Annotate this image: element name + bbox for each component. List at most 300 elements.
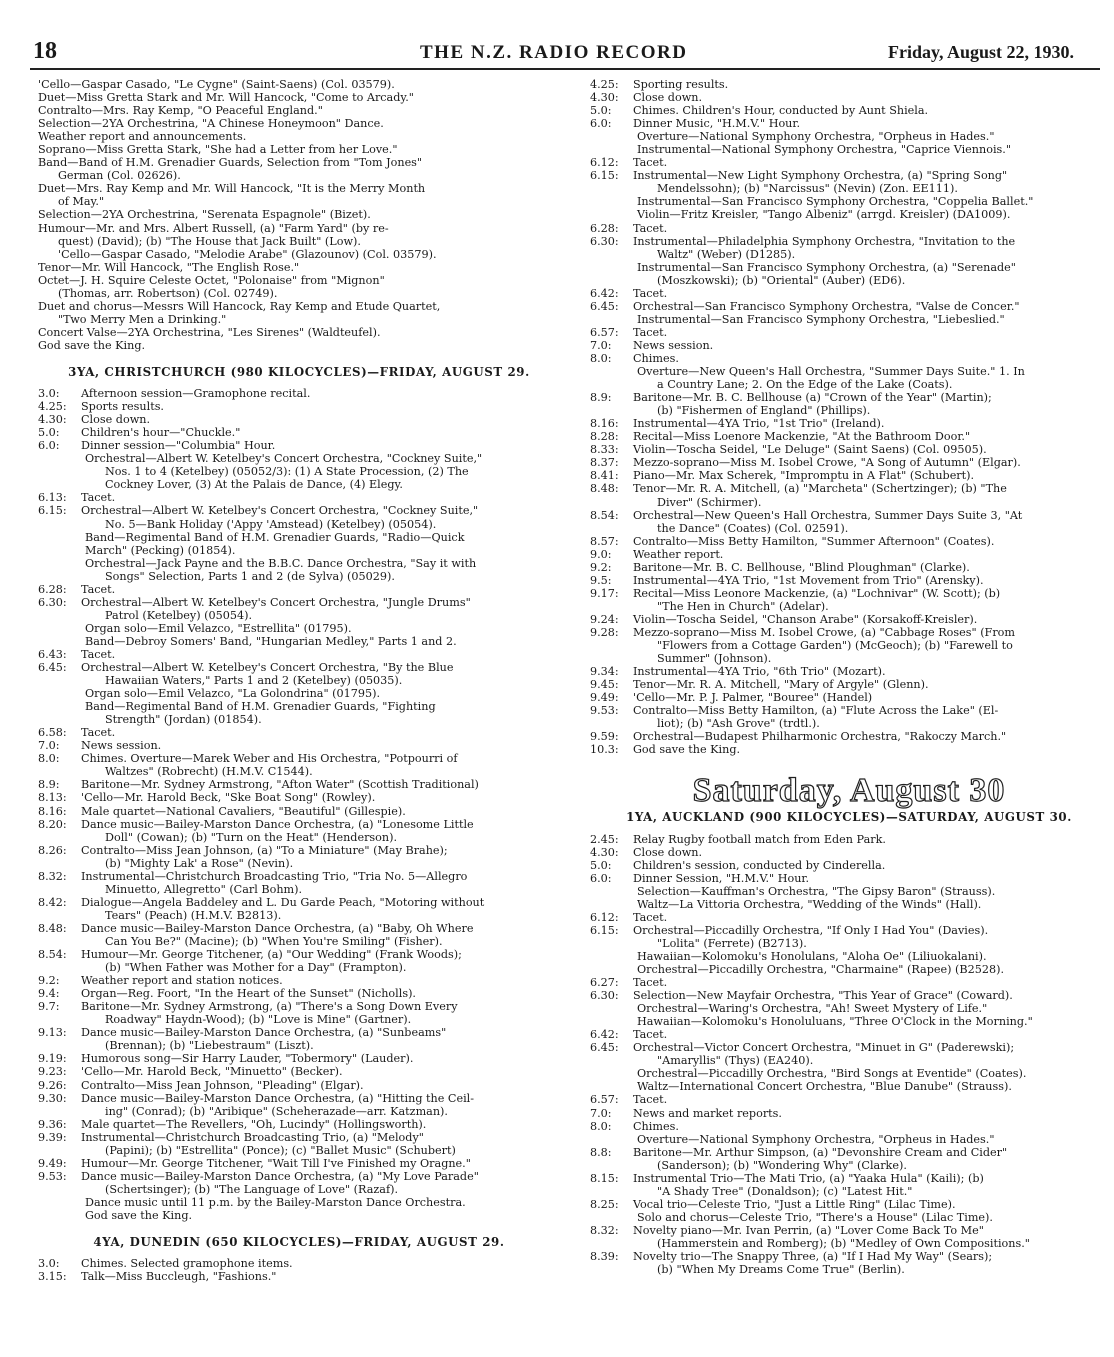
entry-text: (b) "Fishermen of England" (Phillips). xyxy=(657,404,871,418)
time-label: 8.33: xyxy=(590,443,619,457)
program-entry-continued xyxy=(590,898,1108,911)
issue-date: Friday, August 22, 1930. xyxy=(888,42,1075,62)
entry-text: Orchestral—New Queen's Hall Orchestra, Summer Days Suite 3, "At xyxy=(633,508,1023,522)
entry-text: 'Cello—Mr. Harold Beck, "Ske Boat Song" (Rowley). xyxy=(81,791,376,805)
entry-text: Contralto—Miss Jean Johnson, (a) "To a Miniature" (May Brahe); xyxy=(81,843,448,857)
program-entry xyxy=(590,78,1108,91)
time-label: 9.7: xyxy=(38,1000,60,1014)
program-line: God save the King. xyxy=(38,338,146,352)
entry-text: Weather report. xyxy=(633,547,724,561)
program-line: 'Cello—Gaspar Casado, "Melodie Arabe" (Glazounov) (Col. 03579). xyxy=(58,247,437,261)
program-entry-continued xyxy=(38,1196,560,1209)
program-entry xyxy=(38,1026,560,1039)
entry-text: Violin—Toscha Seidel, "Chanson Arabe" (Korsakoff-Kreisler). xyxy=(633,612,978,626)
entry-text: Dance music—Bailey-Marston Dance Orchestra, (a) "Lonesome Little xyxy=(81,817,474,831)
4ya-continued-program xyxy=(590,78,1108,756)
entry-text: Tacet. xyxy=(633,910,668,924)
program-entry-continued xyxy=(590,1133,1108,1146)
program-entry xyxy=(38,1170,560,1183)
program-line: Selection—2YA Orchestrina, "Serenata Espagnole" (Bizet). xyxy=(38,208,371,222)
program-entry-continued xyxy=(590,717,1108,730)
entry-text: Children's session, conducted by Cinderella. xyxy=(633,858,886,872)
program-entry xyxy=(38,583,560,596)
time-label: 9.0: xyxy=(590,547,612,561)
program-entry-continued xyxy=(590,195,1108,208)
entry-text: Contralto—Miss Jean Johnson, "Pleading" (Elgar). xyxy=(81,1078,364,1092)
time-label: 9.34: xyxy=(590,665,619,679)
program-entry-continued xyxy=(38,1013,560,1026)
program-entry xyxy=(590,1028,1108,1041)
entry-text: Male quartet—National Cavaliers, "Beautiful" (Gillespie). xyxy=(81,804,406,818)
entry-text: Chimes. Children's Hour, conducted by Aunt Shiela. xyxy=(633,104,929,118)
program-entry-continued xyxy=(38,452,560,465)
entry-text: Can You Be?" (Macine); (b) "When You're Smiling" (Fisher). xyxy=(105,935,443,948)
time-label: 6.45: xyxy=(590,1041,619,1055)
time-label: 8.0: xyxy=(38,752,60,766)
entry-text: Mendelssohn); (b) "Narcissus" (Nevin) (Zon. EE111). xyxy=(657,182,958,196)
entry-text: Recital—Miss Loenore Mackenzie, "At the Bathroom Door." xyxy=(633,430,971,444)
program-entry xyxy=(590,976,1108,989)
entry-text: Mezzo-soprano—Miss M. Isobel Crowe, "A Song of Autumn" (Elgar). xyxy=(633,456,1021,470)
program-entry-continued xyxy=(590,1015,1108,1028)
time-label: 8.16: xyxy=(590,417,619,431)
entry-text: Orchestral—Albert W. Ketelbey's Concert Orchestra, "Cockney Suite," xyxy=(85,452,483,466)
entry-text: Hawaiian Waters," Parts 1 and 2 (Ketelbey) (05035). xyxy=(105,674,403,688)
entry-text: Instrumental—National Symphony Orchestra, "Caprice Viennois." xyxy=(637,143,1011,157)
program-entry-continued xyxy=(590,885,1108,898)
entry-text: Male quartet—The Revellers, "Oh, Lucindy" (Hollingsworth). xyxy=(81,1117,427,1131)
time-label: 9.23: xyxy=(38,1065,67,1079)
program-entry xyxy=(590,300,1108,313)
time-label: 9.2: xyxy=(38,974,60,988)
time-label: 9.59: xyxy=(590,730,619,744)
entry-text: Close down. xyxy=(633,845,703,859)
entry-text: "Lolita" (Ferrete) (B2713). xyxy=(657,936,807,950)
entry-text: Dance music—Bailey-Marston Dance Orchestra, (a) "Sunbeams" xyxy=(81,1026,447,1040)
time-label: 6.15: xyxy=(38,504,67,518)
program-entry-continued xyxy=(38,700,560,713)
entry-text: Baritone—Mr. Arthur Simpson, (a) "Devonshire Cream and Cider" xyxy=(633,1145,1008,1159)
entry-text: (Schertsinger); (b) "The Language of Love" (Razaf). xyxy=(105,1182,399,1196)
time-label: 5.0: xyxy=(590,104,612,118)
program-entry xyxy=(590,911,1108,924)
time-label: 6.28: xyxy=(590,221,619,235)
station-heading-3ya: 3YA, CHRISTCHURCH (980 KILOCYCLES)—FRIDAY, AUGUST 29. xyxy=(68,364,530,379)
entry-text: Children's hour—"Chuckle." xyxy=(81,426,241,440)
program-entry xyxy=(590,443,1108,456)
entry-text: Dinner session—"Columbia" Hour. xyxy=(81,439,276,453)
program-entry xyxy=(38,1270,560,1283)
entry-text: Tenor—Mr. R. A. Mitchell, "Mary of Argyle" (Glenn). xyxy=(633,678,929,692)
program-entry-continued xyxy=(590,404,1108,417)
program-entry-continued xyxy=(38,609,560,622)
right-column xyxy=(590,78,1108,1276)
program-entry xyxy=(590,730,1108,743)
time-label: 8.48: xyxy=(38,921,67,935)
program-entry-continued xyxy=(38,857,560,870)
entry-text: (b) "When My Dreams Come True" (Berlin). xyxy=(657,1263,905,1277)
time-label: 7.0: xyxy=(590,338,612,352)
time-label: 8.9: xyxy=(590,391,612,405)
entry-text: Waltzes" (Robrecht) (H.M.V. C1544). xyxy=(105,765,313,779)
program-entry-continued xyxy=(38,622,560,635)
entry-text: Dinner Session, "H.M.V." Hour. xyxy=(633,871,810,885)
program-entry xyxy=(38,844,560,857)
time-label: 6.30: xyxy=(590,234,619,248)
program-entry xyxy=(590,222,1108,235)
time-label: 6.0: xyxy=(38,439,60,453)
time-label: 8.57: xyxy=(590,534,619,548)
entry-text: Overture—National Symphony Orchestra, "Orpheus in Hades." xyxy=(637,130,995,144)
program-line: 'Cello—Gaspar Casado, "Le Cygne" (Saint-Saens) (Col. 03579). xyxy=(38,78,395,91)
entry-text: News session. xyxy=(633,338,714,352)
entry-text: "Flowers from a Cottage Garden") (McGeoch); (b) "Farewell to xyxy=(657,639,1013,653)
time-label: 9.5: xyxy=(590,573,612,587)
program-entry xyxy=(38,778,560,791)
entry-text: Contralto—Miss Betty Hamilton, (a) "Flute Across the Lake" (El- xyxy=(633,704,999,718)
program-entry xyxy=(38,922,560,935)
entry-text: "A Shady Tree" (Donaldson); (c) "Latest Hit." xyxy=(657,1184,913,1198)
program-entry-continued xyxy=(38,1209,560,1222)
time-label: 8.54: xyxy=(590,508,619,522)
entry-text: Instrumental Trio—The Mati Trio, (a) "Yaaka Hula" (Kaili); (b) xyxy=(633,1171,984,1185)
program-entry-continued xyxy=(590,378,1108,391)
program-line: "Two Merry Men a Drinking." xyxy=(58,312,227,326)
time-label: 4.25: xyxy=(590,78,619,91)
entry-text: No. 5—Bank Holiday ('Appy 'Amstead) (Ketelbey) (05054). xyxy=(105,517,437,531)
program-entry-continued xyxy=(590,1067,1108,1080)
entry-text: Overture—New Queen's Hall Orchestra, "Summer Days Suite." 1. In xyxy=(637,365,1025,379)
program-line: of May." xyxy=(58,195,105,209)
entry-text: Tacet. xyxy=(633,221,668,235)
time-label: 6.12: xyxy=(590,910,619,924)
entry-text: Songs" Selection, Parts 1 and 2 (de Sylva) (05029). xyxy=(105,569,395,583)
entry-text: Dinner Music, "H.M.V." Hour. xyxy=(633,117,801,131)
entry-text: Organ solo—Emil Velazco, "La Golondrina" (01795). xyxy=(85,687,381,701)
program-entry xyxy=(590,482,1108,495)
program-entry-continued xyxy=(590,1054,1108,1067)
entry-text: (b) "Mighty Lak' a Rose" (Nevin). xyxy=(105,856,294,870)
time-label: 8.32: xyxy=(38,869,67,883)
entry-text: Instrumental—4YA Trio, "1st Trio" (Ireland). xyxy=(633,417,885,431)
program-entry-continued xyxy=(590,208,1108,221)
entry-text: Orchestral—Piccadilly Orchestra, "If Only I Had You" (Davies). xyxy=(633,923,989,937)
program-entry xyxy=(590,574,1108,587)
program-entry xyxy=(38,491,560,504)
entry-text: Tacet. xyxy=(633,286,668,300)
program-entry xyxy=(38,648,560,661)
entry-text: Orchestral—Piccadilly Orchestra, "Bird Songs at Eventide" (Coates). xyxy=(637,1067,1027,1081)
program-entry xyxy=(590,417,1108,430)
program-entry xyxy=(590,469,1108,482)
page-header xyxy=(0,0,1114,70)
time-label: 8.32: xyxy=(590,1223,619,1237)
entry-text: Instrumental—Christchurch Broadcasting Trio, (a) "Melody" xyxy=(81,1130,424,1144)
program-entry-continued xyxy=(590,1002,1108,1015)
program-entry xyxy=(590,846,1108,859)
entry-text: Doll" (Cowan); (b) "Turn on the Heat" (Henderson). xyxy=(105,830,398,844)
entry-text: 'Cello—Mr. P. J. Palmer, "Bouree" (Handel) xyxy=(633,691,873,705)
program-entry xyxy=(590,704,1108,717)
program-entry xyxy=(590,743,1108,756)
entry-text: Piano—Mr. Max Scherek, "Impromptu in A Flat" (Schubert). xyxy=(633,469,975,483)
program-entry xyxy=(38,1118,560,1131)
3ya-program xyxy=(38,387,560,1222)
program-entry xyxy=(38,1131,560,1144)
entry-text: Organ—Reg. Foort, "In the Heart of the Sunset" (Nicholls). xyxy=(81,987,416,1001)
entry-text: Close down. xyxy=(633,91,703,105)
entry-text: Patrol (Ketelbey) (05054). xyxy=(105,608,253,622)
program-entry-continued xyxy=(590,274,1108,287)
entry-text: Band—Regimental Band of H.M. Grenadier Guards, "Fighting xyxy=(85,700,436,714)
time-label: 9.39: xyxy=(38,1130,67,1144)
entry-text: March" (Pecking) (01854). xyxy=(85,543,236,557)
publication-title: THE N.Z. RADIO RECORD xyxy=(420,42,688,63)
entry-text: Relay Rugby football match from Eden Park. xyxy=(633,832,886,846)
program-entry xyxy=(590,859,1108,872)
program-entry xyxy=(38,661,560,674)
program-entry-continued xyxy=(590,963,1108,976)
entry-text: Humour—Mr. George Titchener, (a) "Our Wedding" (Frank Woods); xyxy=(81,948,462,962)
time-label: 8.13: xyxy=(38,791,67,805)
entry-text: (b) "When Father was Mother for a Day" (Frampton). xyxy=(105,961,407,975)
time-label: 8.48: xyxy=(590,482,619,496)
time-label: 9.13: xyxy=(38,1026,67,1040)
entry-text: 'Cello—Mr. Harold Beck, "Minuetto" (Becker). xyxy=(81,1065,343,1079)
time-label: 5.0: xyxy=(38,426,60,440)
program-entry-continued xyxy=(38,570,560,583)
program-entry xyxy=(590,989,1108,1002)
program-entry xyxy=(590,235,1108,248)
program-entry-continued xyxy=(38,544,560,557)
program-line: Contralto—Mrs. Ray Kemp, "O Peaceful England." xyxy=(38,104,323,118)
program-entry-continued xyxy=(590,1237,1108,1250)
entry-text: Organ solo—Emil Velazco, "Estrellita" (01795). xyxy=(85,621,352,635)
entry-text: Weather report and station notices. xyxy=(81,974,283,988)
program-entry-continued xyxy=(38,635,560,648)
entry-text: a Country Lane; 2. On the Edge of the Lake (Coats). xyxy=(657,378,953,392)
time-label: 8.8: xyxy=(590,1145,612,1159)
entry-text: Baritone—Mr. Sydney Armstrong, "Afton Water" (Scottish Traditional) xyxy=(81,778,479,792)
program-entry xyxy=(590,326,1108,339)
entry-text: Summer" (Johnson). xyxy=(657,652,772,666)
entry-text: Chimes. xyxy=(633,351,679,365)
program-entry xyxy=(590,156,1108,169)
entry-text: Hawaiian—Kolomoku's Honoluluans, "Three O'Clock in the Morning." xyxy=(637,1015,1033,1029)
time-label: 8.0: xyxy=(590,1119,612,1133)
program-entry-continued xyxy=(590,1263,1108,1276)
page-number: 18 xyxy=(33,38,57,64)
time-label: 8.20: xyxy=(38,817,67,831)
time-label: 3.15: xyxy=(38,1270,67,1284)
program-entry xyxy=(590,587,1108,600)
program-entry xyxy=(590,1041,1108,1054)
entry-text: (Brennan); (b) "Liebestraum" (Liszt). xyxy=(105,1039,314,1053)
program-entry xyxy=(590,287,1108,300)
1ya-program xyxy=(590,833,1108,1277)
2ya-continued-program xyxy=(38,78,560,352)
entry-text: News session. xyxy=(81,739,162,753)
entry-text: Sporting results. xyxy=(633,78,729,91)
program-entry-continued xyxy=(38,935,560,948)
program-entry xyxy=(590,339,1108,352)
time-label: 9.2: xyxy=(590,560,612,574)
program-entry-continued xyxy=(590,143,1108,156)
entry-text: Violin—Toscha Seidel, "Le Deluge" (Saint Saens) (Col. 09505). xyxy=(633,443,987,457)
program-entry xyxy=(38,818,560,831)
time-label: 9.17: xyxy=(590,586,619,600)
program-entry xyxy=(590,91,1108,104)
program-entry-continued xyxy=(590,1211,1108,1224)
time-label: 4.30: xyxy=(590,91,619,105)
program-entry xyxy=(38,726,560,739)
entry-text: Baritone—Mr. Sydney Armstrong, (a) "There's a Song Down Every xyxy=(81,1000,458,1014)
program-entry xyxy=(590,678,1108,691)
program-entry xyxy=(590,535,1108,548)
program-entry-continued xyxy=(38,765,560,778)
4ya-program xyxy=(38,1257,560,1283)
program-line: Concert Valse—2YA Orchestrina, "Les Sirenes" (Waldteufel). xyxy=(38,325,381,339)
time-label: 6.45: xyxy=(38,661,67,675)
time-label: 3.0: xyxy=(38,1257,60,1271)
entry-text: Tacet. xyxy=(81,582,116,596)
entry-text: Orchestral—San Francisco Symphony Orchestra, "Valse de Concer." xyxy=(633,299,1020,313)
time-label: 9.36: xyxy=(38,1117,67,1131)
entry-text: Orchestral—Piccadilly Orchestra, "Charmaine" (Rapee) (B2528). xyxy=(637,963,1005,976)
entry-text: Orchestral—Budapest Philharmonic Orchestra, "Rakoczy March." xyxy=(633,730,1007,744)
time-label: 9.19: xyxy=(38,1052,67,1066)
program-line: Duet and chorus—Messrs Will Hancock, Ray Kemp and Etude Quartet, xyxy=(38,299,441,313)
time-label: 9.24: xyxy=(590,612,619,626)
time-label: 9.53: xyxy=(590,704,619,718)
program-entry-continued xyxy=(38,478,560,491)
program-entry xyxy=(590,613,1108,626)
entry-text: Selection—Kauffman's Orchestra, "The Gipsy Baron" (Strauss). xyxy=(637,884,996,898)
program-entry xyxy=(38,439,560,452)
entry-text: Waltz—La Vittoria Orchestra, "Wedding of the Winds" (Hall). xyxy=(637,897,982,911)
entry-text: God save the King. xyxy=(85,1208,193,1222)
entry-text: Humour—Mr. George Titchener, "Wait Till I've Finished my Oragne." xyxy=(81,1156,471,1170)
program-entry xyxy=(590,456,1108,469)
day-heading: Saturday, August 30 xyxy=(692,772,1006,810)
program-entry xyxy=(590,117,1108,130)
program-entry xyxy=(38,426,560,439)
program-line: Band—Band of H.M. Grenadier Guards, Selection from "Tom Jones" xyxy=(38,156,423,170)
program-entry xyxy=(590,1093,1108,1106)
entry-text: Talk—Miss Buccleugh, "Fashions." xyxy=(81,1270,277,1284)
time-label: 6.28: xyxy=(38,582,67,596)
program-entry-continued xyxy=(590,1159,1108,1172)
entry-text: Tacet. xyxy=(633,976,668,990)
program-entry-continued xyxy=(590,130,1108,143)
program-entry-continued xyxy=(590,937,1108,950)
time-label: 6.0: xyxy=(590,871,612,885)
entry-text: Strength" (Jordan) (01854). xyxy=(105,713,262,727)
program-entry-continued xyxy=(38,687,560,700)
program-entry xyxy=(38,1257,560,1270)
entry-text: Dance music—Bailey-Marston Dance Orchestra, (a) "Baby, Oh Where xyxy=(81,921,474,935)
entry-text: (Papini); (b) "Estrellita" (Ponce); (c) "Ballet Music" (Schubert) xyxy=(105,1143,456,1157)
program-entry xyxy=(38,1000,560,1013)
entry-text: Nos. 1 to 4 (Ketelbey) (05052/3): (1) A State Procession, (2) The xyxy=(105,465,469,479)
program-entry xyxy=(38,400,560,413)
entry-text: Cockney Lover, (3) At the Palais de Dance, (4) Elegy. xyxy=(105,478,403,492)
entry-text: Orchestral—Albert W. Ketelbey's Concert Orchestra, "By the Blue xyxy=(81,661,454,675)
entry-text: Orchestral—Jack Payne and the B.B.C. Dance Orchestra, "Say it with xyxy=(85,556,477,570)
entry-text: Instrumental—4YA Trio, "6th Trio" (Mozart). xyxy=(633,665,886,679)
entry-text: Tacet. xyxy=(633,156,668,170)
time-label: 6.43: xyxy=(38,647,67,661)
time-label: 6.30: xyxy=(38,595,67,609)
entry-text: Tacet. xyxy=(81,647,116,661)
program-entry xyxy=(590,1224,1108,1237)
entry-text: Minuetto, Allegretto" (Carl Bohm). xyxy=(105,882,303,896)
entry-text: Roadway" Haydn-Wood); (b) "Love is Mine" (Gartner). xyxy=(105,1013,412,1027)
time-label: 8.39: xyxy=(590,1250,619,1264)
program-entry xyxy=(590,833,1108,846)
entry-text: Violin—Fritz Kreisler, "Tango Albeniz" (arrgd. Kreisler) (DA1009). xyxy=(637,208,1011,222)
entry-text: Hawaiian—Kolomoku's Honolulans, "Aloha Oe" (Liliuokalani). xyxy=(637,949,987,963)
program-entry-continued xyxy=(590,261,1108,274)
program-entry-continued xyxy=(590,313,1108,326)
program-entry xyxy=(590,169,1108,182)
program-entry xyxy=(38,948,560,961)
entry-text: Instrumental—San Francisco Symphony Orchestra, "Coppelia Ballet." xyxy=(637,195,1034,209)
entry-text: liot); (b) "Ash Grove" (trdtl.). xyxy=(657,717,820,731)
time-label: 9.49: xyxy=(590,691,619,705)
program-line: (Thomas, arr. Robertson) (Col. 02749). xyxy=(58,286,278,300)
program-entry xyxy=(38,896,560,909)
program-entry-continued xyxy=(38,1144,560,1157)
entry-text: Band—Debroy Somers' Band, "Hungarian Medley," Parts 1 and 2. xyxy=(85,634,457,648)
time-label: 9.30: xyxy=(38,1091,67,1105)
entry-text: Tenor—Mr. R. A. Mitchell, (a) "Marcheta" (Schertzinger); (b) "The xyxy=(633,482,1007,496)
program-entry-continued xyxy=(590,639,1108,652)
time-label: 8.42: xyxy=(38,895,67,909)
program-entry xyxy=(38,413,560,426)
program-line: Humour—Mr. and Mrs. Albert Russell, (a) "Farm Yard" (by re- xyxy=(38,221,389,235)
program-entry xyxy=(590,1146,1108,1159)
program-entry-continued xyxy=(38,518,560,531)
program-entry xyxy=(590,1172,1108,1185)
entry-text: Waltz" (Weber) (D1285). xyxy=(657,247,796,261)
program-entry xyxy=(590,352,1108,365)
program-entry-continued xyxy=(590,496,1108,509)
program-entry xyxy=(590,430,1108,443)
entry-text: Orchestral—Albert W. Ketelbey's Concert Orchestra, "Cockney Suite," xyxy=(81,504,479,518)
program-entry xyxy=(590,104,1108,117)
time-label: 7.0: xyxy=(38,739,60,753)
time-label: 8.25: xyxy=(590,1197,619,1211)
entry-text: the Dance" (Coates) (Col. 02591). xyxy=(657,521,849,535)
time-label: 9.45: xyxy=(590,678,619,692)
program-entry xyxy=(590,924,1108,937)
station-heading-1ya: 1YA, AUCKLAND (900 KILOCYCLES)—SATURDAY, AUGUST 30. xyxy=(626,810,1072,825)
program-line: Octet—J. H. Squire Celeste Octet, "Polonaise" from "Mignon" xyxy=(38,273,385,287)
time-label: 8.54: xyxy=(38,948,67,962)
entry-text: Close down. xyxy=(81,413,151,427)
time-label: 4.30: xyxy=(590,845,619,859)
program-entry-continued xyxy=(38,883,560,896)
program-entry xyxy=(38,987,560,1000)
entry-text: Waltz—International Concert Orchestra, "Blue Danube" (Strauss). xyxy=(637,1080,1012,1094)
program-entry xyxy=(590,626,1108,639)
time-label: 6.27: xyxy=(590,976,619,990)
program-entry-continued xyxy=(38,465,560,478)
program-entry xyxy=(590,872,1108,885)
program-entry xyxy=(590,1198,1108,1211)
program-entry xyxy=(590,1107,1108,1120)
